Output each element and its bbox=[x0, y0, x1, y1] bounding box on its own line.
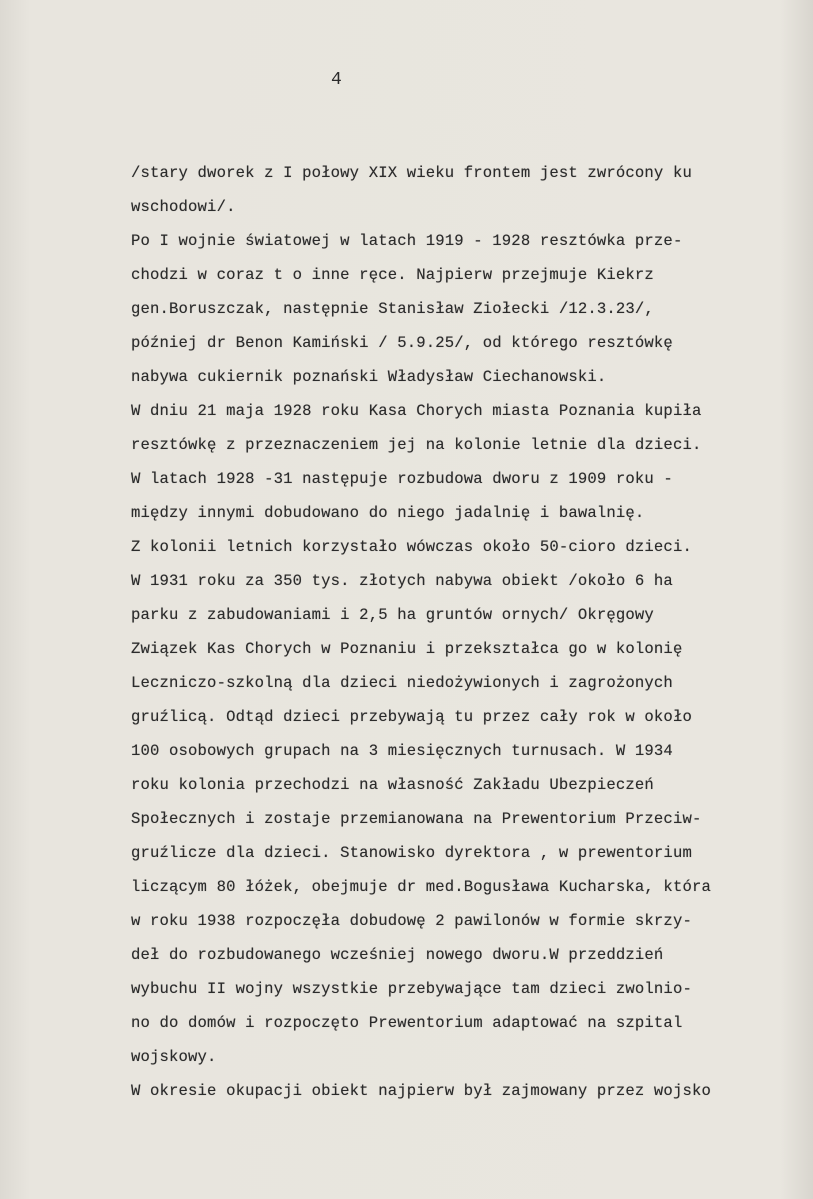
text-line: Z kolonii letnich korzystało wówczas około 50-cioro dzieci. bbox=[131, 538, 692, 556]
text-line: parku z zabudowaniami i 2,5 ha gruntów ornych/ Okręgowy bbox=[131, 606, 654, 624]
text-line: wschodowi/. bbox=[131, 198, 236, 216]
text-line: W latach 1928 -31 następuje rozbudowa dworu z 1909 roku - bbox=[131, 470, 673, 488]
text-line: gruźlicze dla dzieci. Stanowisko dyrektora , w prewentorium bbox=[131, 844, 692, 862]
text-line: deł do rozbudowanego wcześniej nowego dworu.W przeddzień bbox=[131, 946, 664, 964]
text-line: gen.Boruszczak, następnie Stanisław Ziołecki /12.3.23/, bbox=[131, 300, 654, 318]
body-text bbox=[131, 156, 811, 1108]
text-line: między innymi dobudowano do niego jadalnię i bawalnię. bbox=[131, 504, 645, 522]
text-line: gruźlicą. Odtąd dzieci przebywają tu przez cały rok w około bbox=[131, 708, 692, 726]
text-line: W 1931 roku za 350 tys. złotych nabywa obiekt /około 6 ha bbox=[131, 572, 673, 590]
text-line: 100 osobowych grupach na 3 miesięcznych turnusach. W 1934 bbox=[131, 742, 673, 760]
text-line: chodzi w coraz t o inne ręce. Najpierw przejmuje Kiekrz bbox=[131, 266, 654, 284]
text-line: /stary dworek z I połowy XIX wieku frontem jest zwrócony ku bbox=[131, 164, 692, 182]
text-line: roku kolonia przechodzi na własność Zakładu Ubezpieczeń bbox=[131, 776, 654, 794]
text-line: Społecznych i zostaje przemianowana na Prewentorium Przeciw- bbox=[131, 810, 702, 828]
page-number: 4 bbox=[331, 70, 343, 90]
text-line: W dniu 21 maja 1928 roku Kasa Chorych miasta Poznania kupiła bbox=[131, 402, 702, 420]
text-line: nabywa cukiernik poznański Władysław Ciechanowski. bbox=[131, 368, 607, 386]
text-line: W okresie okupacji obiekt najpierw był zajmowany przez wojsko bbox=[131, 1082, 711, 1100]
text-line: wojskowy. bbox=[131, 1048, 217, 1066]
text-line: resztówkę z przeznaczeniem jej na kolonie letnie dla dzieci. bbox=[131, 436, 702, 454]
text-line: Leczniczo-szkolną dla dzieci niedożywionych i zagrożonych bbox=[131, 674, 673, 692]
text-line: no do domów i rozpoczęto Prewentorium adaptować na szpital bbox=[131, 1014, 683, 1032]
text-line: liczącym 80 łóżek, obejmuje dr med.Bogusława Kucharska, która bbox=[131, 878, 711, 896]
text-line: Związek Kas Chorych w Poznaniu i przekształca go w kolonię bbox=[131, 640, 683, 658]
text-line: Po I wojnie światowej w latach 1919 - 1928 resztówka prze- bbox=[131, 232, 683, 250]
text-line: w roku 1938 rozpoczęła dobudowę 2 pawilonów w formie skrzy- bbox=[131, 912, 692, 930]
text-line: wybuchu II wojny wszystkie przebywające tam dzieci zwolnio- bbox=[131, 980, 692, 998]
text-line: później dr Benon Kamiński / 5.9.25/, od którego resztówkę bbox=[131, 334, 673, 352]
